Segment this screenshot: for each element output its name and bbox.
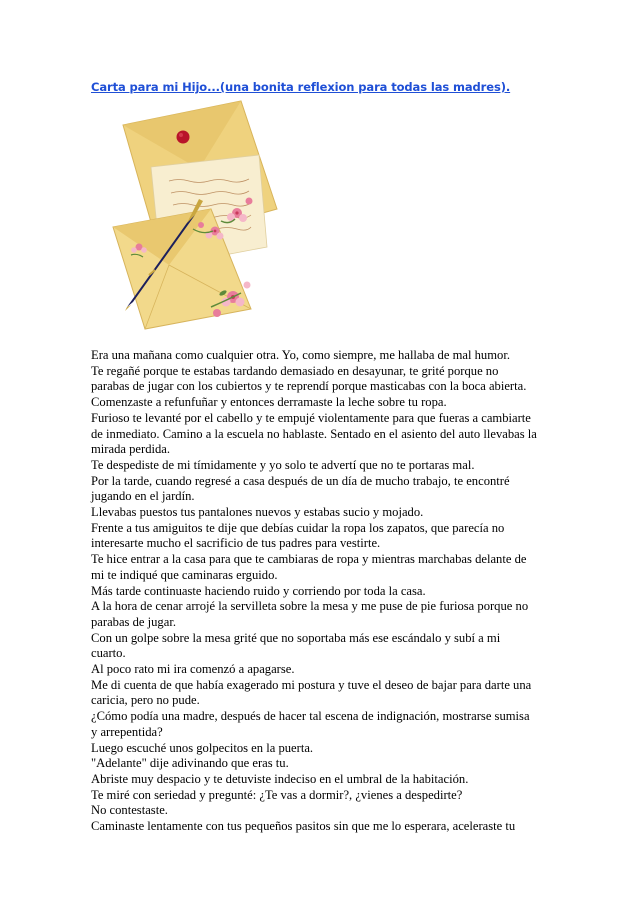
- body-line: parabas de jugar con los cubiertos y te reprendí porque masticabas con la boca abierta.: [91, 379, 527, 394]
- body-line: Abriste muy despacio y te detuviste indeciso en el umbral de la habitación.: [91, 771, 469, 786]
- body-line: "Adelante" dije adivinando que eras tu.: [91, 756, 289, 771]
- body-line: Furioso te levanté por el cabello y te empujé violentamente para que fueras a cambiarte: [91, 410, 531, 425]
- body-line: Era una mañana como cualquier otra. Yo, como siempre, me hallaba de mal humor.: [91, 348, 510, 362]
- wax-seal-highlight: [179, 133, 183, 137]
- body-line: Más tarde continuaste haciendo ruido y corriendo por toda la casa.: [91, 583, 426, 598]
- body-line: Frente a tus amiguitos te dije que debías cuidar la ropa los zapatos, que parecía no: [91, 520, 505, 535]
- body-line: Te miré con seriedad y pregunté: ¿Te vas a dormir?, ¿vienes a despedirte?: [91, 787, 463, 802]
- body-line: de inmediato. Camino a la escuela no hablaste. Sentado en el asiento del auto llevabas la: [91, 426, 537, 441]
- letter-envelope-illustration: [91, 97, 285, 337]
- body-line: Te despediste de mi tímidamente y yo solo te advertí que no te portaras mal.: [91, 457, 475, 472]
- body-line: A la hora de cenar arrojé la servilleta sobre la mesa y me puse de pie furiosa porque no: [91, 599, 529, 614]
- body-line: jugando en el jardín.: [91, 489, 195, 504]
- body-line: No contestaste.: [91, 803, 168, 818]
- letter-body: [91, 348, 551, 835]
- body-line: Caminaste lentamente con tus pequeños pasitos sin que me lo esperara, aceleraste tu: [91, 819, 516, 834]
- wax-seal: [177, 131, 190, 144]
- body-line: Al poco rato mi ira comenzó a apagarse.: [91, 662, 295, 677]
- body-line: Con un golpe sobre la mesa grité que no soportaba más ese escándalo y subí a mi: [91, 630, 501, 645]
- body-line: parabas de jugar.: [91, 614, 176, 629]
- body-line: Te regañé porque te estabas tardando demasiado en desayunar, te grité porque no: [91, 363, 499, 378]
- body-line: interesarte mucho el sacrificio de tus padres para vestirte.: [91, 536, 381, 551]
- body-line: Por la tarde, cuando regresé a casa después de un día de mucho trabajo, te encontré: [91, 473, 510, 488]
- body-line: mirada perdida.: [91, 442, 171, 457]
- body-line: Me di cuenta de que había exagerado mi postura y tuve el deseo de bajar para darte una: [91, 677, 532, 692]
- document-title[interactable]: Carta para mi Hijo...(una bonita reflexion para todas las madres).: [91, 80, 511, 94]
- body-line: caricia, pero no pude.: [91, 693, 200, 708]
- body-line: mi te indiqué que caminaras erguido.: [91, 567, 278, 582]
- body-line: y arrepentida?: [91, 724, 163, 739]
- body-line: Comenzaste a refunfuñar y entonces derramaste la leche sobre tu ropa.: [91, 395, 447, 410]
- body-line: Te hice entrar a la casa para que te cambiaras de ropa y mientras marchabas delante de: [91, 552, 527, 567]
- body-line: ¿Cómo podía una madre, después de hacer tal escena de indignación, mostrarse sumisa: [91, 709, 530, 724]
- body-line: Llevabas puestos tus pantalones nuevos y estabas sucio y mojado.: [91, 505, 424, 520]
- body-line: cuarto.: [91, 646, 126, 661]
- body-line: Luego escuché unos golpecitos en la puerta.: [91, 740, 314, 755]
